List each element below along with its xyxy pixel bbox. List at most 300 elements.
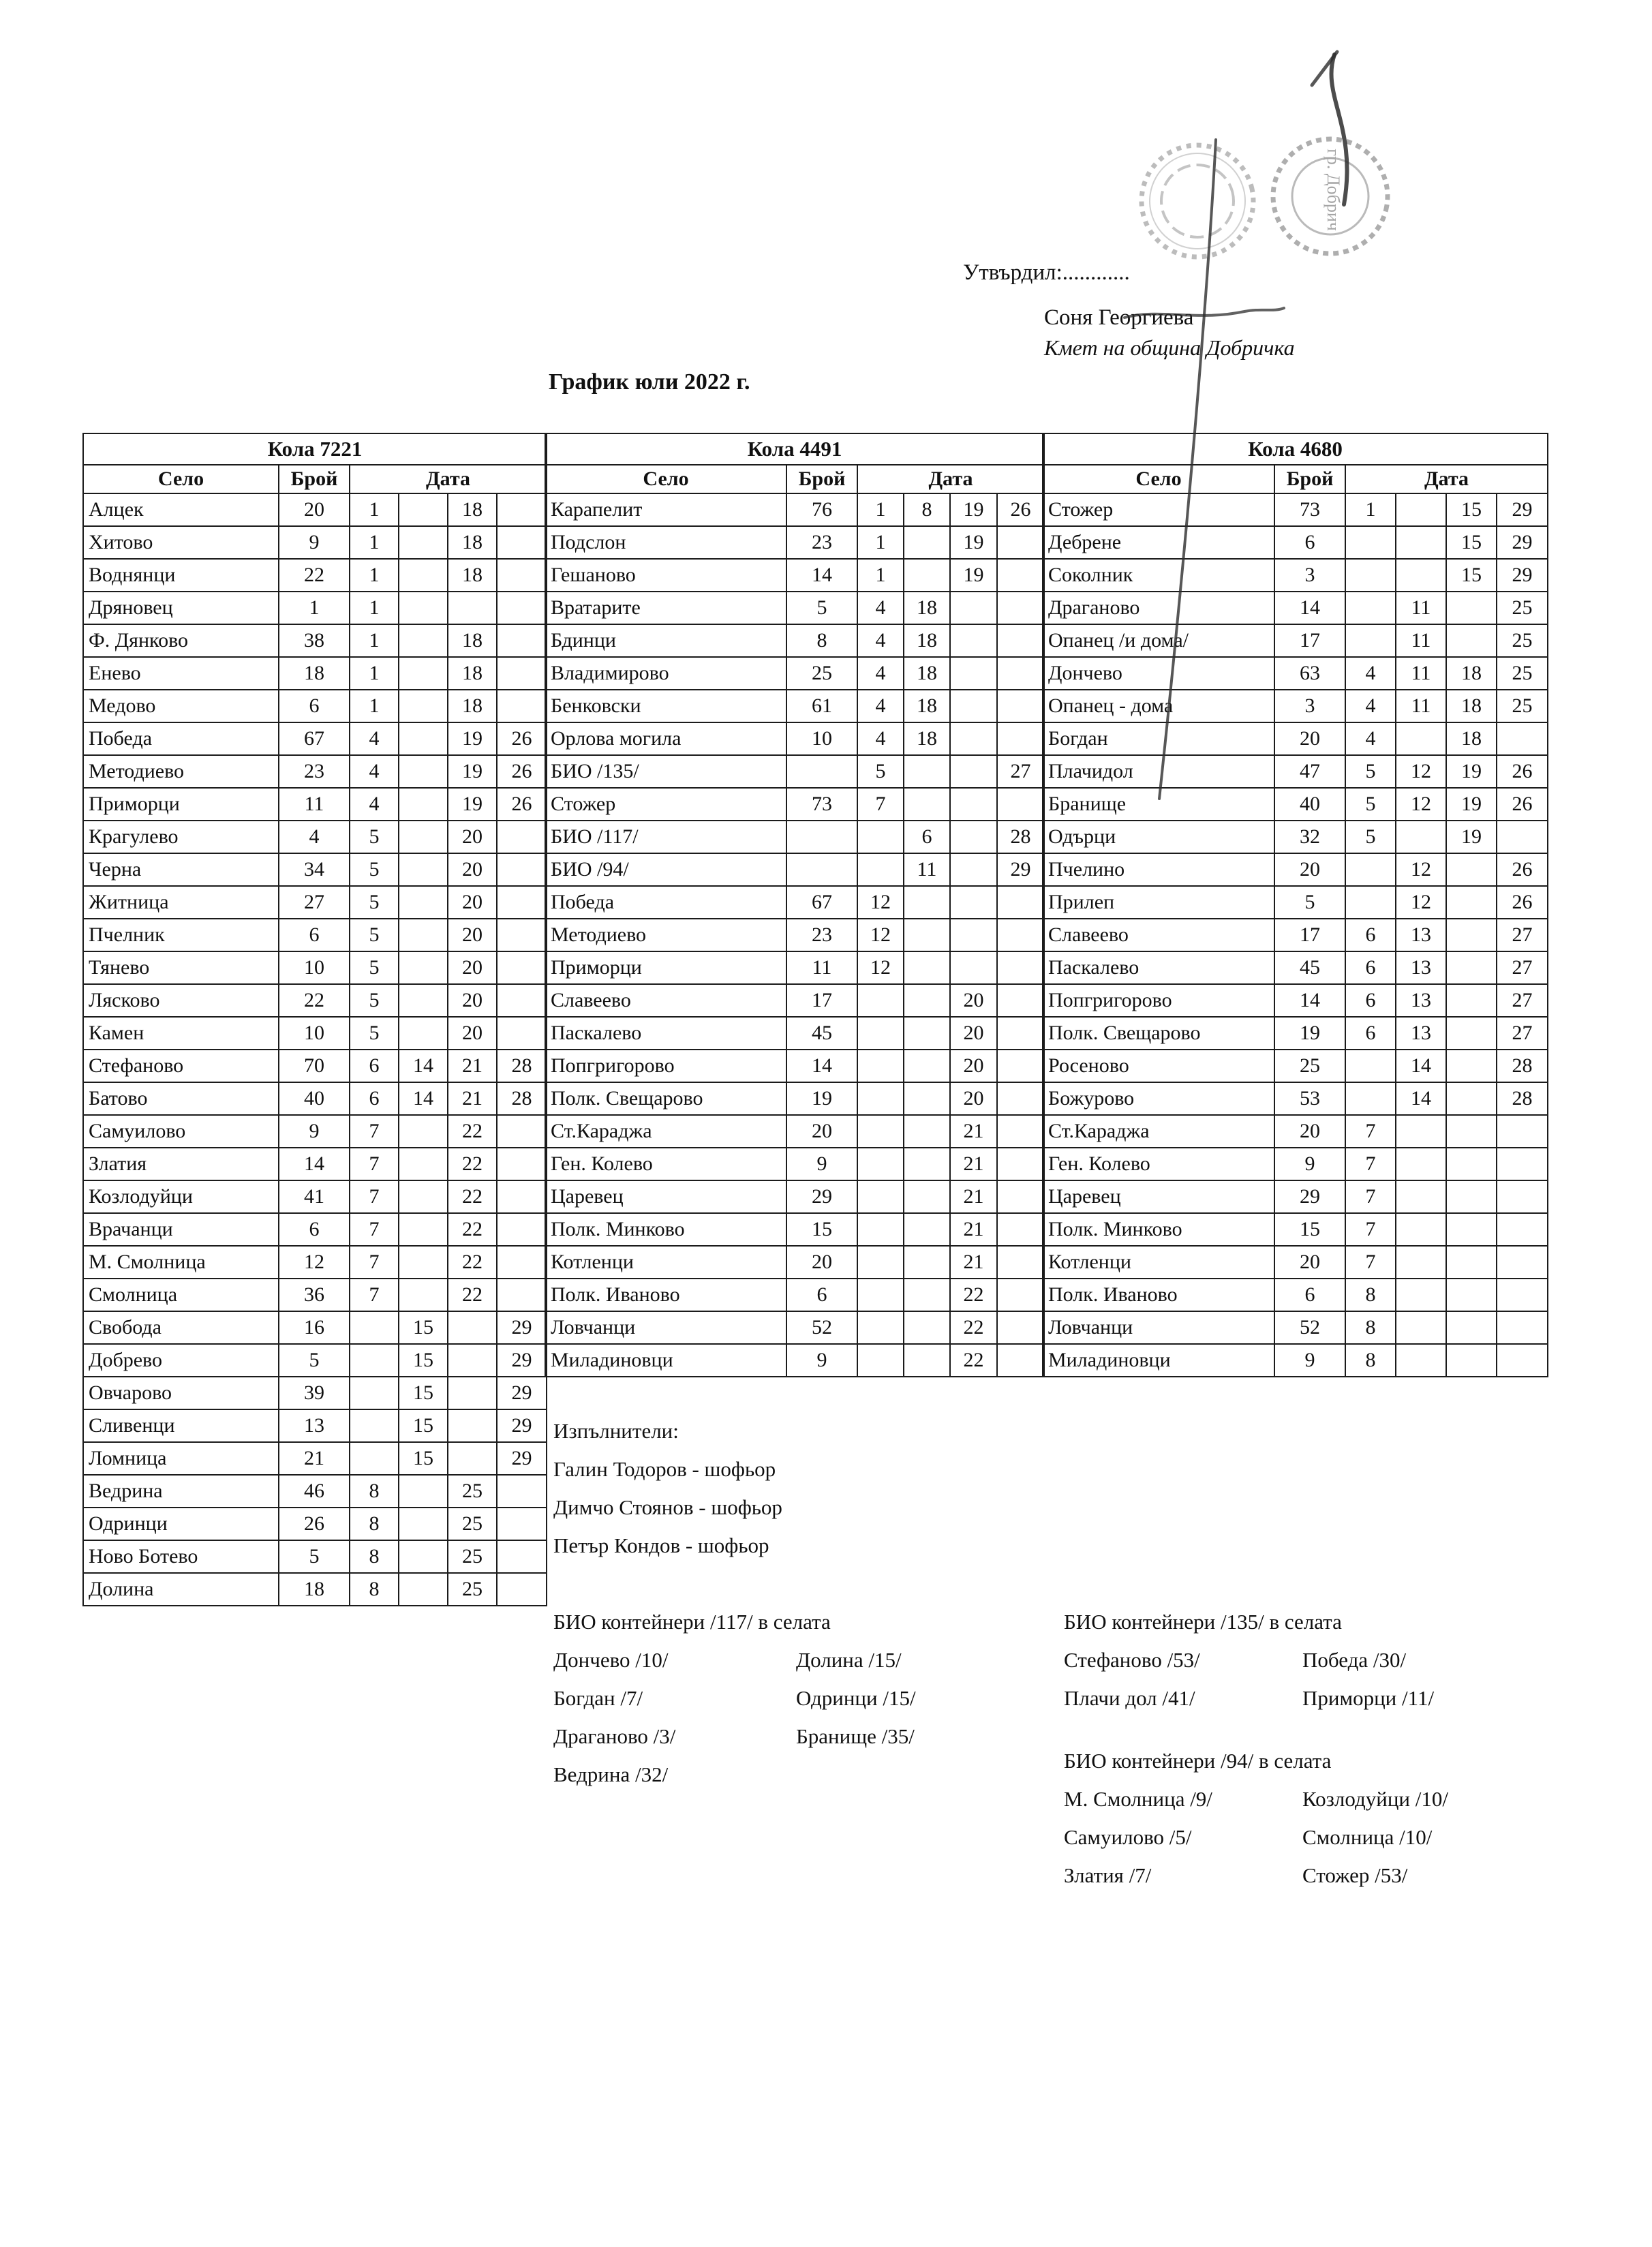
date-cell: 15: [1446, 493, 1497, 526]
date-cell: 26: [1497, 886, 1548, 919]
count-cell: 9: [786, 1148, 857, 1180]
count-cell: 40: [1274, 788, 1345, 821]
car-header: Кола 7221: [83, 433, 547, 465]
date-cell: [1446, 1311, 1497, 1344]
table-row: [545, 722, 1044, 755]
date-cell: 18: [448, 624, 497, 657]
table-row: [83, 1115, 547, 1148]
count-cell: 38: [279, 624, 350, 657]
village-cell: Ген. Колево: [545, 1148, 786, 1180]
date-cell: [857, 1082, 904, 1115]
date-cell: [1446, 951, 1497, 984]
village-cell: Победа: [83, 722, 279, 755]
date-cell: 26: [1497, 755, 1548, 788]
count-cell: 5: [279, 1540, 350, 1573]
date-cell: [399, 755, 448, 788]
date-cell: 20: [448, 886, 497, 919]
village-cell: Пчелино: [1043, 853, 1274, 886]
village-cell: Подслон: [545, 526, 786, 559]
date-cell: 11: [1396, 592, 1446, 624]
table-row: [83, 821, 547, 853]
date-cell: [1396, 1148, 1446, 1180]
table-row: [1043, 690, 1548, 722]
date-cell: 26: [497, 722, 547, 755]
date-cell: 28: [1497, 1082, 1548, 1115]
village-cell: Стожер: [1043, 493, 1274, 526]
table-row: [545, 984, 1044, 1017]
column-header-selo: Село: [83, 465, 279, 493]
date-cell: 7: [350, 1148, 399, 1180]
village-cell: Паскалево: [1043, 951, 1274, 984]
table-row: [83, 526, 547, 559]
date-cell: 29: [1497, 559, 1548, 592]
bio-village: Победа /30/: [1302, 1648, 1407, 1672]
date-cell: [399, 919, 448, 951]
date-cell: 19: [448, 755, 497, 788]
table-row: [545, 1082, 1044, 1115]
date-cell: 19: [448, 788, 497, 821]
table-row: [83, 657, 547, 690]
table-row: [1043, 821, 1548, 853]
date-cell: 1: [1345, 493, 1396, 526]
date-cell: [904, 919, 950, 951]
date-cell: [448, 1377, 497, 1409]
count-cell: 20: [1274, 1246, 1345, 1279]
village-cell: Орлова могила: [545, 722, 786, 755]
date-cell: [350, 1377, 399, 1409]
date-cell: [1446, 1246, 1497, 1279]
date-cell: [904, 886, 950, 919]
village-cell: Полк. Иваново: [545, 1279, 786, 1311]
table-row: [83, 1213, 547, 1246]
date-cell: 22: [950, 1344, 997, 1377]
date-cell: 18: [904, 690, 950, 722]
date-cell: [399, 821, 448, 853]
signer-name: Соня Георгиева: [1044, 305, 1194, 330]
count-cell: 27: [279, 886, 350, 919]
date-cell: 1: [350, 657, 399, 690]
count-cell: 17: [786, 984, 857, 1017]
date-cell: [1345, 624, 1396, 657]
count-cell: 73: [786, 788, 857, 821]
count-cell: 5: [1274, 886, 1345, 919]
count-cell: 18: [279, 1573, 350, 1606]
village-cell: Медово: [83, 690, 279, 722]
table-row: [545, 493, 1044, 526]
date-cell: 11: [1396, 690, 1446, 722]
date-cell: [997, 1246, 1044, 1279]
date-cell: [1497, 1246, 1548, 1279]
table-row: [83, 1540, 547, 1573]
date-cell: [399, 1115, 448, 1148]
date-cell: 27: [1497, 984, 1548, 1017]
table-row: [83, 592, 547, 624]
village-cell: Ст.Караджа: [545, 1115, 786, 1148]
date-cell: [399, 690, 448, 722]
date-cell: [857, 1017, 904, 1050]
village-cell: Ф. Дянково: [83, 624, 279, 657]
date-cell: 6: [904, 821, 950, 853]
date-cell: 1: [350, 526, 399, 559]
table-row: [1043, 1115, 1548, 1148]
count-cell: 9: [1274, 1344, 1345, 1377]
village-cell: Черна: [83, 853, 279, 886]
count-cell: 20: [279, 493, 350, 526]
date-cell: [497, 624, 547, 657]
date-cell: [497, 821, 547, 853]
table-row: [545, 951, 1044, 984]
date-cell: 4: [1345, 657, 1396, 690]
page-title: График юли 2022 г.: [549, 369, 750, 395]
count-cell: 76: [786, 493, 857, 526]
date-cell: [904, 1344, 950, 1377]
date-cell: 20: [448, 853, 497, 886]
village-cell: Божурово: [1043, 1082, 1274, 1115]
date-cell: [997, 559, 1044, 592]
count-cell: 67: [786, 886, 857, 919]
village-cell: Лясково: [83, 984, 279, 1017]
village-cell: Полк. Минково: [545, 1213, 786, 1246]
date-cell: 6: [1345, 1017, 1396, 1050]
table-row: [1043, 1311, 1548, 1344]
date-cell: 22: [448, 1279, 497, 1311]
date-cell: [1345, 559, 1396, 592]
count-cell: 11: [786, 951, 857, 984]
date-cell: 15: [399, 1442, 448, 1475]
table-row: [545, 690, 1044, 722]
count-cell: 52: [1274, 1311, 1345, 1344]
date-cell: 13: [1396, 1017, 1446, 1050]
schedule-table-7221: [82, 433, 547, 1606]
count-cell: 5: [279, 1344, 350, 1377]
date-cell: [497, 526, 547, 559]
date-cell: [497, 919, 547, 951]
date-cell: [997, 657, 1044, 690]
date-cell: [1497, 1311, 1548, 1344]
count-cell: 4: [279, 821, 350, 853]
count-cell: 32: [1274, 821, 1345, 853]
count-cell: 13: [279, 1409, 350, 1442]
table-row: [1043, 722, 1548, 755]
date-cell: [1396, 1311, 1446, 1344]
date-cell: [399, 1540, 448, 1573]
count-cell: 20: [1274, 853, 1345, 886]
date-cell: 12: [1396, 853, 1446, 886]
village-cell: Соколник: [1043, 559, 1274, 592]
village-cell: Славеево: [1043, 919, 1274, 951]
village-cell: Котленци: [545, 1246, 786, 1279]
date-cell: [904, 1017, 950, 1050]
date-cell: [950, 722, 997, 755]
village-cell: БИО /117/: [545, 821, 786, 853]
date-cell: 29: [497, 1377, 547, 1409]
date-cell: [497, 853, 547, 886]
date-cell: 21: [448, 1050, 497, 1082]
village-cell: Самуилово: [83, 1115, 279, 1148]
date-cell: [904, 984, 950, 1017]
count-cell: 20: [1274, 722, 1345, 755]
date-cell: [497, 1115, 547, 1148]
date-cell: 4: [857, 592, 904, 624]
bio-block-94: [1064, 1742, 1448, 1895]
count-cell: 14: [786, 1050, 857, 1082]
date-cell: 8: [350, 1508, 399, 1540]
bio-row: [1064, 1641, 1434, 1679]
count-cell: 3: [1274, 690, 1345, 722]
table-row: [545, 1050, 1044, 1082]
table-row: [83, 1573, 547, 1606]
date-cell: 1: [350, 624, 399, 657]
date-cell: [1396, 1344, 1446, 1377]
table-row: [83, 624, 547, 657]
date-cell: [904, 1246, 950, 1279]
date-cell: 5: [350, 984, 399, 1017]
date-cell: 8: [1345, 1311, 1396, 1344]
date-cell: [997, 690, 1044, 722]
count-cell: 25: [1274, 1050, 1345, 1082]
date-cell: 22: [448, 1213, 497, 1246]
table-row: [545, 755, 1044, 788]
date-cell: [904, 1279, 950, 1311]
date-cell: [904, 1213, 950, 1246]
table-row: [83, 1180, 547, 1213]
table-row: [1043, 493, 1548, 526]
date-cell: 19: [950, 493, 997, 526]
date-cell: [1446, 1148, 1497, 1180]
date-cell: 21: [950, 1246, 997, 1279]
date-cell: [1345, 526, 1396, 559]
table-row: [545, 592, 1044, 624]
date-cell: 8: [1345, 1279, 1396, 1311]
date-cell: 8: [350, 1573, 399, 1606]
bio-village: Бранище /35/: [796, 1724, 915, 1748]
date-cell: 5: [350, 919, 399, 951]
date-cell: 5: [1345, 788, 1396, 821]
date-cell: 27: [1497, 1017, 1548, 1050]
table-row: [83, 690, 547, 722]
count-cell: 40: [279, 1082, 350, 1115]
date-cell: [857, 1213, 904, 1246]
count-cell: 15: [786, 1213, 857, 1246]
village-cell: Сливенци: [83, 1409, 279, 1442]
count-cell: 22: [279, 559, 350, 592]
bio-village: Долина /15/: [796, 1648, 902, 1672]
date-cell: 19: [950, 559, 997, 592]
village-cell: Енево: [83, 657, 279, 690]
bio-village: [796, 1756, 916, 1794]
table-row: [1043, 592, 1548, 624]
village-cell: Златия: [83, 1148, 279, 1180]
count-cell: 12: [279, 1246, 350, 1279]
village-cell: Приморци: [83, 788, 279, 821]
date-cell: [997, 919, 1044, 951]
column-header-broy: Брой: [1274, 465, 1345, 493]
date-cell: [399, 1475, 448, 1508]
village-cell: Ломница: [83, 1442, 279, 1475]
table-row: [1043, 984, 1548, 1017]
date-cell: [1497, 1180, 1548, 1213]
date-cell: 28: [1497, 1050, 1548, 1082]
executor-item: Галин Тодоров - шофьор: [553, 1457, 776, 1481]
executor-item: Петър Кондов - шофьор: [553, 1533, 769, 1557]
count-cell: 20: [1274, 1115, 1345, 1148]
date-cell: 6: [350, 1050, 399, 1082]
date-cell: [497, 1279, 547, 1311]
date-cell: 18: [448, 657, 497, 690]
count-cell: 19: [1274, 1017, 1345, 1050]
table-row: [1043, 624, 1548, 657]
count-cell: 6: [279, 919, 350, 951]
date-cell: 18: [904, 722, 950, 755]
date-cell: 12: [1396, 788, 1446, 821]
date-cell: 26: [1497, 853, 1548, 886]
count-cell: 20: [786, 1115, 857, 1148]
count-cell: 45: [786, 1017, 857, 1050]
table-row: [83, 853, 547, 886]
date-cell: [997, 722, 1044, 755]
village-cell: Гешаново: [545, 559, 786, 592]
village-cell: БИО /135/: [545, 755, 786, 788]
table-row: [83, 1409, 547, 1442]
count-cell: 19: [786, 1082, 857, 1115]
date-cell: [857, 984, 904, 1017]
date-cell: [904, 1311, 950, 1344]
village-cell: Победа: [545, 886, 786, 919]
date-cell: [399, 1213, 448, 1246]
date-cell: 7: [350, 1180, 399, 1213]
table-row: [83, 1344, 547, 1377]
schedule-table-4491: [545, 433, 1045, 1377]
bio-row: [553, 1679, 916, 1717]
date-cell: [857, 1246, 904, 1279]
village-cell: Полк. Свещарово: [1043, 1017, 1274, 1050]
date-cell: 19: [950, 526, 997, 559]
count-cell: 17: [1274, 624, 1345, 657]
count-cell: 10: [279, 951, 350, 984]
date-cell: 18: [1446, 657, 1497, 690]
date-cell: 22: [950, 1311, 997, 1344]
count-cell: 21: [279, 1442, 350, 1475]
count-cell: 14: [279, 1148, 350, 1180]
bio-block-117: [553, 1603, 916, 1794]
date-cell: [950, 951, 997, 984]
table-row: [83, 1377, 547, 1409]
bio-title: БИО контейнери /135/ в селата: [1064, 1610, 1342, 1634]
date-cell: [1396, 1180, 1446, 1213]
table-row: [1043, 853, 1548, 886]
date-cell: 22: [448, 1148, 497, 1180]
date-cell: 25: [448, 1573, 497, 1606]
date-cell: 29: [497, 1311, 547, 1344]
count-cell: 15: [1274, 1213, 1345, 1246]
date-cell: [1497, 821, 1548, 853]
date-cell: 27: [1497, 951, 1548, 984]
table-row: [545, 526, 1044, 559]
date-cell: 7: [1345, 1213, 1396, 1246]
date-cell: [399, 1017, 448, 1050]
date-cell: 25: [448, 1540, 497, 1573]
count-cell: 5: [786, 592, 857, 624]
date-cell: [1446, 919, 1497, 951]
count-cell: 26: [279, 1508, 350, 1540]
date-cell: 13: [1396, 951, 1446, 984]
date-cell: [1446, 1115, 1497, 1148]
date-cell: 7: [857, 788, 904, 821]
date-cell: [399, 951, 448, 984]
date-cell: 18: [904, 624, 950, 657]
signer-title: Кмет на община Добричка: [1044, 335, 1295, 360]
table-row: [1043, 1017, 1548, 1050]
date-cell: 25: [448, 1475, 497, 1508]
count-cell: 10: [279, 1017, 350, 1050]
date-cell: [1345, 853, 1396, 886]
date-cell: 25: [448, 1508, 497, 1540]
village-cell: Приморци: [545, 951, 786, 984]
count-cell: 70: [279, 1050, 350, 1082]
table-row: [545, 624, 1044, 657]
village-cell: Полк. Минково: [1043, 1213, 1274, 1246]
village-cell: Ловчанци: [1043, 1311, 1274, 1344]
count-cell: [786, 755, 857, 788]
date-cell: 22: [950, 1279, 997, 1311]
count-cell: 53: [1274, 1082, 1345, 1115]
date-cell: [497, 493, 547, 526]
date-cell: [399, 493, 448, 526]
date-cell: [1446, 1344, 1497, 1377]
table-row: [83, 755, 547, 788]
village-cell: Стожер: [545, 788, 786, 821]
date-cell: 5: [1345, 821, 1396, 853]
date-cell: [497, 592, 547, 624]
count-cell: 23: [786, 526, 857, 559]
village-cell: Котленци: [1043, 1246, 1274, 1279]
date-cell: [997, 984, 1044, 1017]
table-row: [1043, 526, 1548, 559]
table-row: [545, 1213, 1044, 1246]
date-cell: 5: [350, 853, 399, 886]
date-cell: [904, 951, 950, 984]
date-cell: 15: [399, 1311, 448, 1344]
date-cell: 21: [950, 1213, 997, 1246]
date-cell: 29: [1497, 526, 1548, 559]
date-cell: 7: [1345, 1115, 1396, 1148]
date-cell: 5: [350, 821, 399, 853]
date-cell: [904, 1148, 950, 1180]
bio-village: Приморци /11/: [1302, 1686, 1435, 1710]
date-cell: [350, 1311, 399, 1344]
village-cell: Методиево: [83, 755, 279, 788]
village-cell: Свобода: [83, 1311, 279, 1344]
date-cell: 18: [448, 690, 497, 722]
date-cell: [950, 788, 997, 821]
date-cell: [448, 592, 497, 624]
table-row: [545, 886, 1044, 919]
village-cell: Бенковски: [545, 690, 786, 722]
date-cell: 19: [1446, 755, 1497, 788]
count-cell: 17: [1274, 919, 1345, 951]
date-cell: [997, 1344, 1044, 1377]
village-cell: Ведрина: [83, 1475, 279, 1508]
date-cell: 15: [399, 1377, 448, 1409]
count-cell: 3: [1274, 559, 1345, 592]
count-cell: 8: [786, 624, 857, 657]
date-cell: [997, 592, 1044, 624]
date-cell: 1: [350, 559, 399, 592]
date-cell: [1396, 1213, 1446, 1246]
table-row: [545, 1246, 1044, 1279]
date-cell: [448, 1409, 497, 1442]
date-cell: 5: [350, 1017, 399, 1050]
